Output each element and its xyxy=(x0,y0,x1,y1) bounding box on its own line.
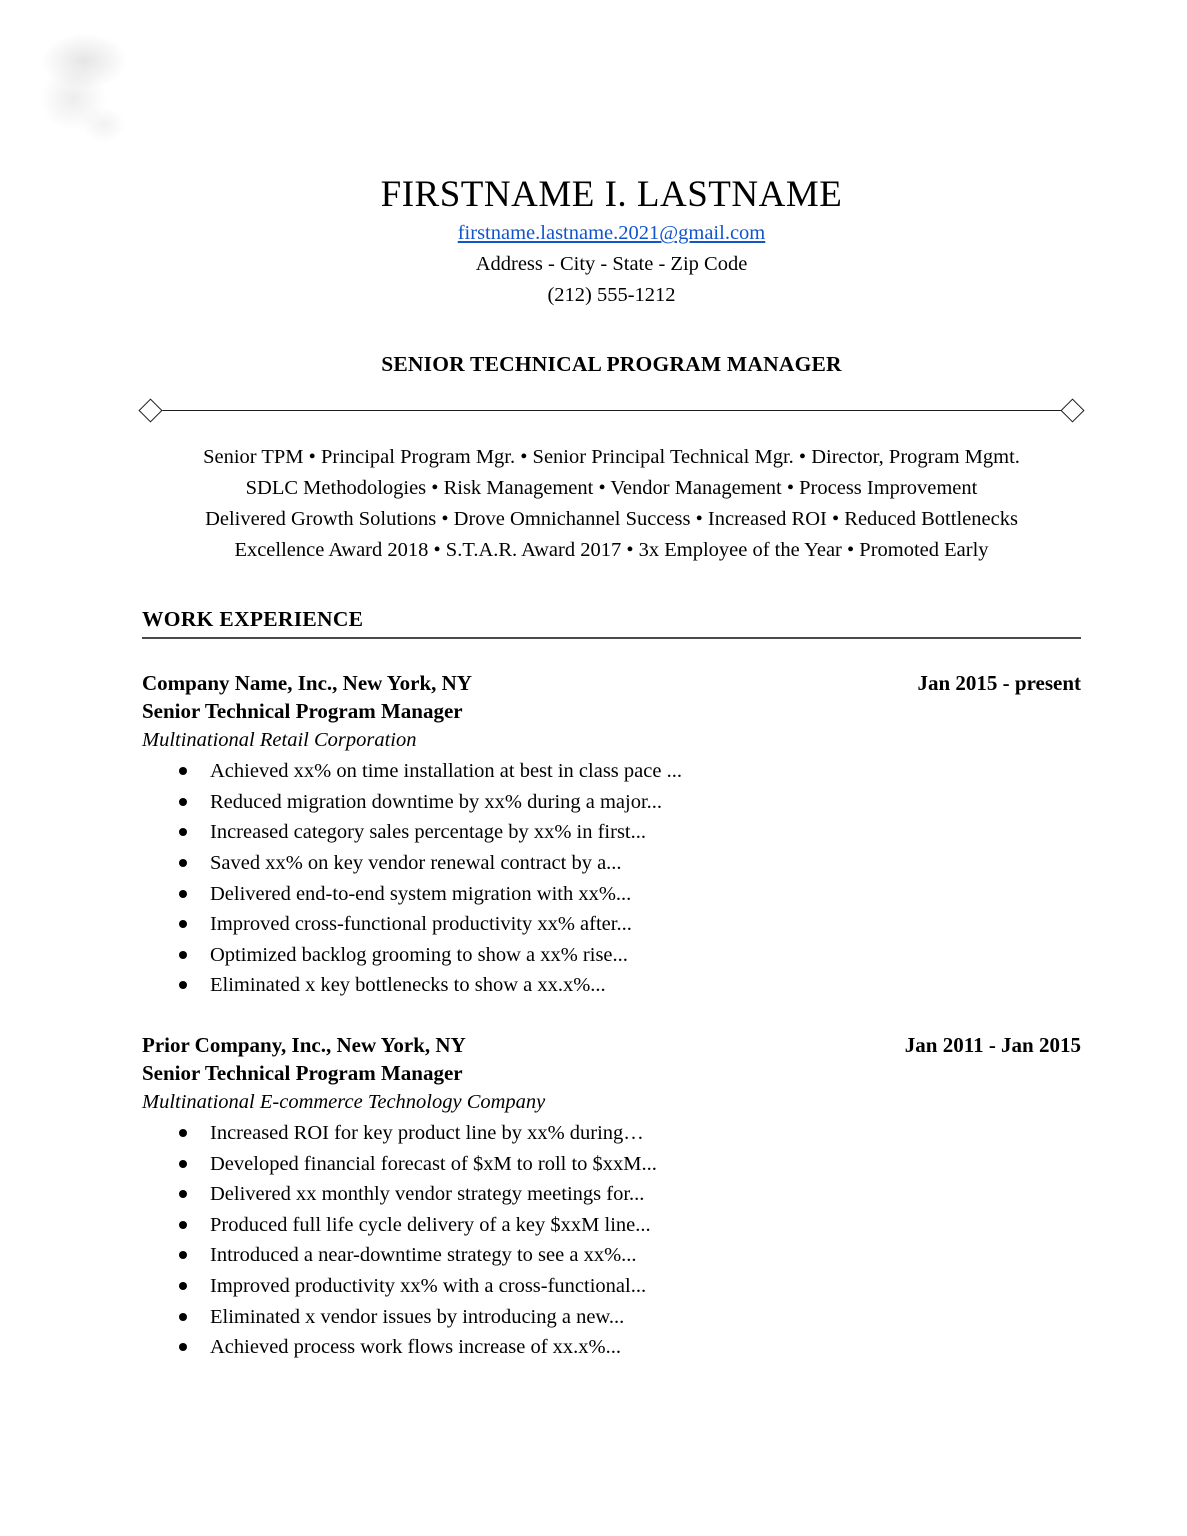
bullet-item: Increased category sales percentage by xx% in first... xyxy=(142,817,1081,848)
phone-line: (212) 555-1212 xyxy=(547,284,676,307)
section-heading-work-experience: WORK EXPERIENCE xyxy=(142,607,364,632)
bullet-item: Produced full life cycle delivery of a key $xxM line... xyxy=(142,1210,1081,1241)
diamond-right-icon xyxy=(1060,398,1084,422)
bullet-item: Reduced migration downtime by xx% during a major... xyxy=(142,787,1081,818)
address-line: Address - City - State - Zip Code xyxy=(475,253,748,276)
job-entry-current xyxy=(142,669,1081,1001)
company-name: Prior Company, Inc., New York, NY xyxy=(142,1033,466,1057)
job-industry: Multinational E-commerce Technology Company xyxy=(142,1091,546,1113)
bullet-item: Introduced a near-downtime strategy to see a xx%... xyxy=(142,1240,1081,1271)
job-entry-prior xyxy=(142,1031,1081,1363)
job-bullets xyxy=(142,756,1081,1001)
section-rule xyxy=(142,637,1081,639)
summary-section xyxy=(142,442,1081,566)
scan-artifact xyxy=(34,28,146,146)
job-dates: Jan 2011 - Jan 2015 xyxy=(904,1033,1081,1057)
job-role: Senior Technical Program Manager xyxy=(142,699,463,724)
title-section xyxy=(142,352,1081,422)
bullet-item: Increased ROI for key product line by xx% during… xyxy=(142,1118,1081,1149)
company-name: Company Name, Inc., New York, NY xyxy=(142,671,472,696)
bullet-item: Optimized backlog grooming to show a xx% rise... xyxy=(142,940,1081,971)
summary-line-titles: Senior TPM • Principal Program Mgr. • Senior Principal Technical Mgr. • Director, Program Mgmt. xyxy=(203,446,1020,469)
work-experience-section xyxy=(142,607,1081,1363)
summary-line-skills: SDLC Methodologies • Risk Management • Vendor Management • Process Improvement xyxy=(245,477,978,500)
summary-line-achievements: Delivered Growth Solutions • Drove Omnichannel Success • Increased ROI • Reduced Bottlenecks xyxy=(205,508,1018,531)
resume-title: SENIOR TECHNICAL PROGRAM MANAGER xyxy=(381,352,842,377)
email-link[interactable]: firstname.lastname.2021@gmail.com xyxy=(457,222,766,245)
diamond-left-icon xyxy=(138,398,162,422)
email-line xyxy=(142,218,1081,249)
job-bullets xyxy=(142,1118,1081,1363)
job-header xyxy=(142,669,1081,697)
bullet-item: Eliminated x key bottlenecks to show a xx.x%... xyxy=(142,970,1081,1001)
job-role: Senior Technical Program Manager xyxy=(142,1061,463,1085)
job-industry: Multinational Retail Corporation xyxy=(142,729,417,752)
bullet-item: Saved xx% on key vendor renewal contract by a... xyxy=(142,848,1081,879)
bullet-item: Delivered xx monthly vendor strategy meetings for... xyxy=(142,1179,1081,1210)
bullet-item: Improved productivity xx% with a cross-functional... xyxy=(142,1271,1081,1302)
bullet-item: Improved cross-functional productivity xx% after... xyxy=(142,909,1081,940)
bullet-item: Achieved process work flows increase of xx.x%... xyxy=(142,1332,1081,1363)
bullet-item: Developed financial forecast of $xM to roll to $xxM... xyxy=(142,1149,1081,1180)
bullet-item: Delivered end-to-end system migration with xx%... xyxy=(142,879,1081,910)
bullet-item: Eliminated x vendor issues by introducing a new... xyxy=(142,1302,1081,1333)
summary-line-awards: Excellence Award 2018 • S.T.A.R. Award 2017 • 3x Employee of the Year • Promoted Early xyxy=(234,539,989,562)
divider-line xyxy=(157,410,1066,411)
job-dates: Jan 2015 - present xyxy=(917,671,1081,696)
resume-header xyxy=(142,172,1081,311)
decorative-divider xyxy=(142,398,1081,422)
bullet-item: Achieved xx% on time installation at best in class pace ... xyxy=(142,756,1081,787)
job-header xyxy=(142,1031,1081,1059)
candidate-name: FIRSTNAME I. LASTNAME xyxy=(380,174,843,215)
